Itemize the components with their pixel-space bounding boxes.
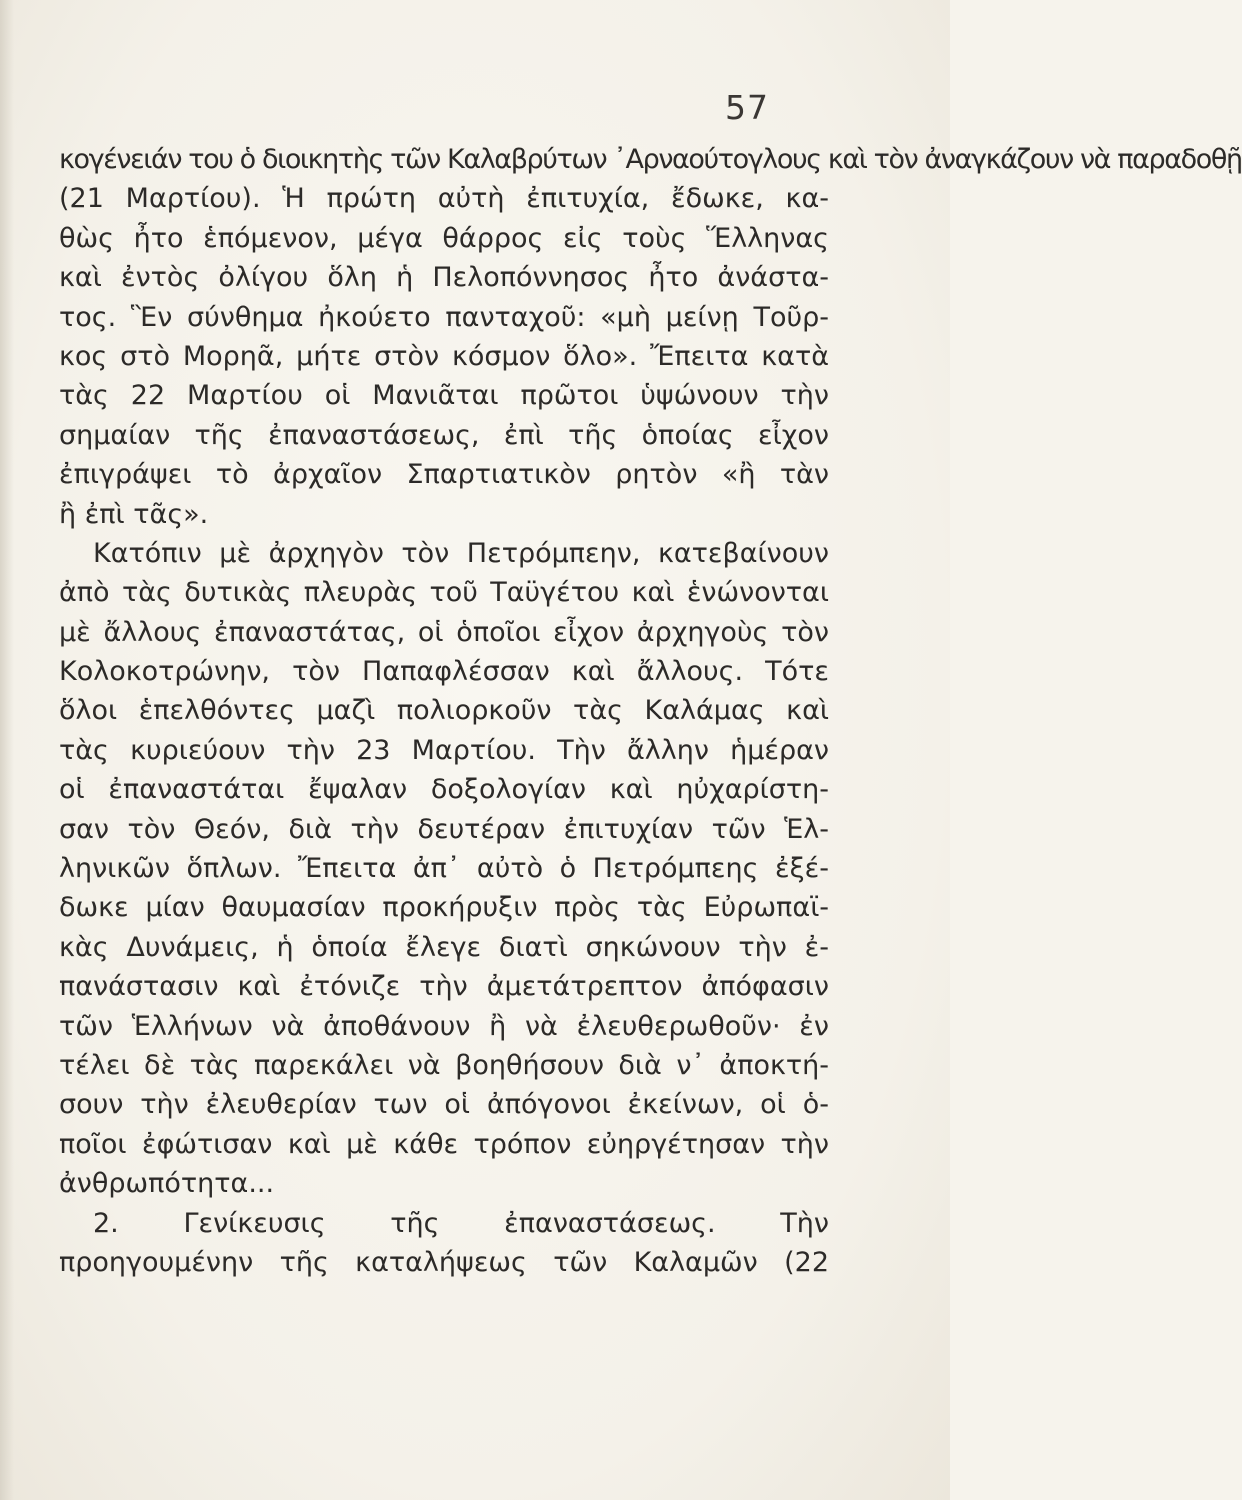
text-line: προηγουμένην τῆς καταλήψεως τῶν Καλαμῶν (22 bbox=[59, 1246, 829, 1278]
text-line: ποῖοι ἐφώτισαν καὶ μὲ κάθε τρόπον εὐηργέτησαν τὴν bbox=[59, 1128, 829, 1160]
page-number: 57 bbox=[725, 88, 769, 127]
text-line: ἐπιγράψει τὸ ἀρχαῖον Σπαρτιατικὸν ρητὸν «ἢ τὰν bbox=[59, 459, 829, 491]
body-text bbox=[59, 140, 1242, 1282]
text-line: τος. Ἓν σύνθημα ἠκούετο πανταχοῦ: «μὴ μείνῃ Τοῦρ- bbox=[59, 301, 829, 333]
text-line: ἀνθρωπότητα... bbox=[59, 1168, 275, 1200]
section-heading-line: 2. Γενίκευσις τῆς ἐπαναστάσεως. Τὴν bbox=[93, 1207, 829, 1239]
paragraph-start-line: Κατόπιν μὲ ἀρχηγὸν τὸν Πετρόμπεην, κατεβαίνουν bbox=[93, 537, 829, 569]
text-line: τὰς 22 Μαρτίου οἱ Μανιᾶται πρῶτοι ὑψώνουν τὴν bbox=[59, 380, 829, 412]
text-line: ληνικῶν ὅπλων. Ἔπειτα ἀπ᾿ αὐτὸ ὁ Πετρόμπεης ἐξέ- bbox=[59, 853, 829, 885]
text-line: κογένειάν του ὁ διοικητὴς τῶν Καλαβρύτων ᾿Αρναούτογλους καὶ τὸν ἀναγκάζουν νὰ παραδοθῇ bbox=[59, 144, 1242, 175]
text-line: θὼς ἦτο ἑπόμενον, μέγα θάρρος εἰς τοὺς Ἕλληνας bbox=[59, 222, 829, 254]
text-line: τέλει δὲ τὰς παρεκάλει νὰ βοηθήσουν διὰ ν᾿ ἀποκτή- bbox=[59, 1049, 829, 1081]
spine-shadow bbox=[0, 0, 14, 1500]
text-line: τῶν Ἑλλήνων νὰ ἀποθάνουν ἢ νὰ ἐλευθερωθοῦν· ἐν bbox=[59, 1010, 829, 1042]
text-line: δωκε μίαν θαυμασίαν προκήρυξιν πρὸς τὰς Εὐρωπαϊ- bbox=[59, 892, 829, 924]
text-line: πανάστασιν καὶ ἐτόνιζε τὴν ἀμετάτρεπτον ἀπόφασιν bbox=[59, 971, 829, 1003]
text-line: μὲ ἄλλους ἐπαναστάτας, οἱ ὁποῖοι εἶχον ἀρχηγοὺς τὸν bbox=[59, 616, 829, 648]
text-line: Κολοκοτρώνην, τὸν Παπαφλέσσαν καὶ ἄλλους. Τότε bbox=[59, 656, 829, 688]
text-line: σημαίαν τῆς ἐπαναστάσεως, ἐπὶ τῆς ὁποίας εἶχον bbox=[59, 419, 829, 451]
text-line: καὶ ἐντὸς ὀλίγου ὅλη ἡ Πελοπόννησος ἦτο ἀνάστα- bbox=[59, 262, 829, 294]
text-line: ἢ ἐπὶ τᾶς». bbox=[59, 498, 209, 530]
text-line: κος στὸ Μορηᾶ, μήτε στὸν κόσμον ὅλο». Ἔπειτα κατὰ bbox=[59, 340, 829, 372]
text-line: σουν τὴν ἐλευθερίαν των οἱ ἀπόγονοι ἐκείνων, οἱ ὁ- bbox=[59, 1089, 829, 1121]
text-line: οἱ ἐπαναστάται ἔψαλαν δοξολογίαν καὶ ηὐχαρίστη- bbox=[59, 774, 829, 806]
text-line: τὰς κυριεύουν τὴν 23 Μαρτίου. Τὴν ἄλλην ἡμέραν bbox=[59, 734, 829, 766]
text-line: σαν τὸν Θεόν, διὰ τὴν δευτέραν ἐπιτυχίαν τῶν Ἑλ- bbox=[59, 813, 829, 845]
text-line: κὰς Δυνάμεις, ἡ ὁποία ἔλεγε διατὶ σηκώνουν τὴν ἐ- bbox=[59, 931, 829, 963]
text-line: (21 Μαρτίου). Ἡ πρώτη αὐτὴ ἐπιτυχία, ἔδωκε, κα- bbox=[59, 183, 829, 215]
text-line: ἀπὸ τὰς δυτικὰς πλευρὰς τοῦ Ταϋγέτου καὶ ἑνώνονται bbox=[59, 577, 829, 609]
text-line: ὅλοι ἑπελθόντες μαζὶ πολιορκοῦν τὰς Καλάμας καὶ bbox=[59, 695, 829, 727]
